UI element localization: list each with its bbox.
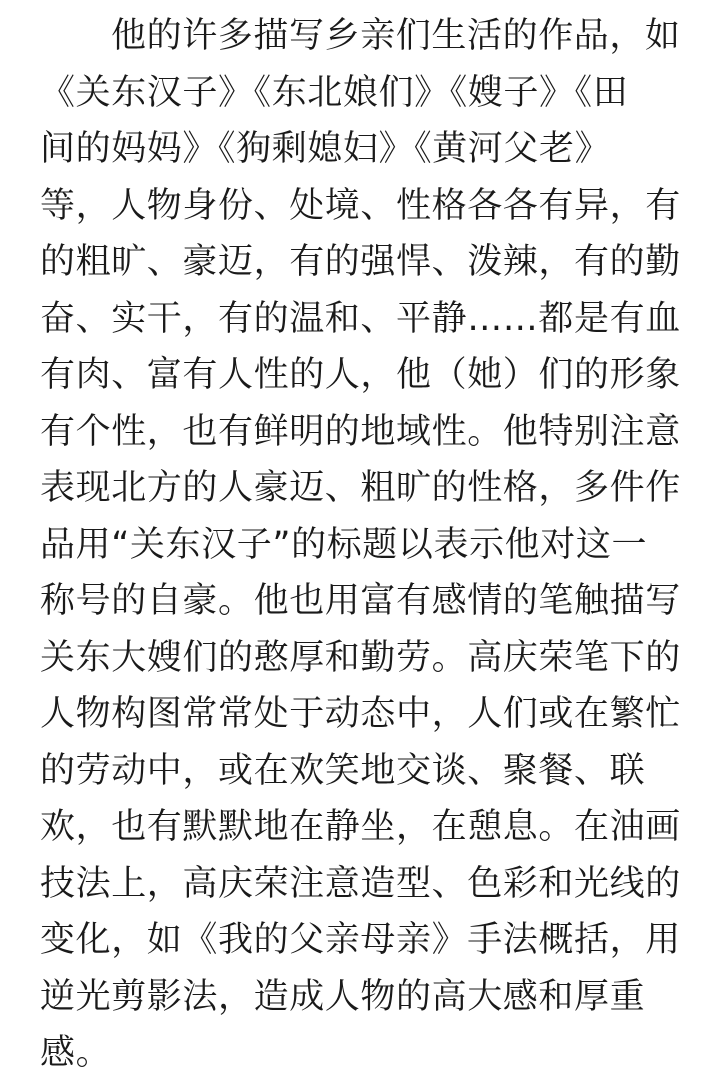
paragraph-line: 的劳动中，或在欢笑地交谈、聚餐、联	[40, 750, 646, 791]
paragraph-line: 有个性，也有鲜明的地域性。他特别注意	[40, 411, 681, 452]
paragraph-line: 奋、实干，有的温和、平静……都是有血	[40, 298, 681, 339]
paragraph-line: 品用“关东汉子”的标题以表示他对这一	[40, 524, 648, 565]
paragraph-line: 逆光剪影法，造成人物的高大感和厚重	[40, 976, 646, 1017]
paragraph-line: 技法上，高庆荣注意造型、色彩和光线的	[40, 863, 681, 904]
paragraph-line: 变化，如《我的父亲母亲》手法概括，用	[40, 920, 681, 960]
paragraph-line: 《关东汉子》《东北娘们》《嫂子》《田	[40, 72, 629, 113]
paragraph-line: 感。	[40, 1033, 112, 1073]
paragraph-line: 欢，也有默默地在静坐，在憩息。在油画	[40, 807, 681, 847]
paragraph-line: 间的妈妈》《狗剩媳妇》《黄河父老》	[40, 129, 611, 169]
paragraph-line: 他的许多描写乡亲们生活的作品，如	[111, 16, 681, 56]
paragraph-line: 的粗旷、豪迈，有的强悍、泼辣，有的勤	[40, 242, 681, 282]
paragraph-line: 等，人物身份、处境、性格各各有异，有	[40, 185, 681, 226]
paragraph-line: 人物构图常常处于动态中，人们或在繁忙	[40, 694, 681, 734]
paragraph-line: 称号的自豪。他也用富有感情的笔触描写	[40, 581, 681, 621]
paragraph-line: 关东大嫂们的憨厚和勤劳。高庆荣笔下的	[40, 637, 681, 678]
paragraph-line: 有肉、富有人性的人，他（她）们的形象	[40, 355, 681, 395]
paragraph-line: 表现北方的人豪迈、粗旷的性格，多件作	[40, 468, 681, 508]
article-paragraph	[40, 8, 690, 1082]
